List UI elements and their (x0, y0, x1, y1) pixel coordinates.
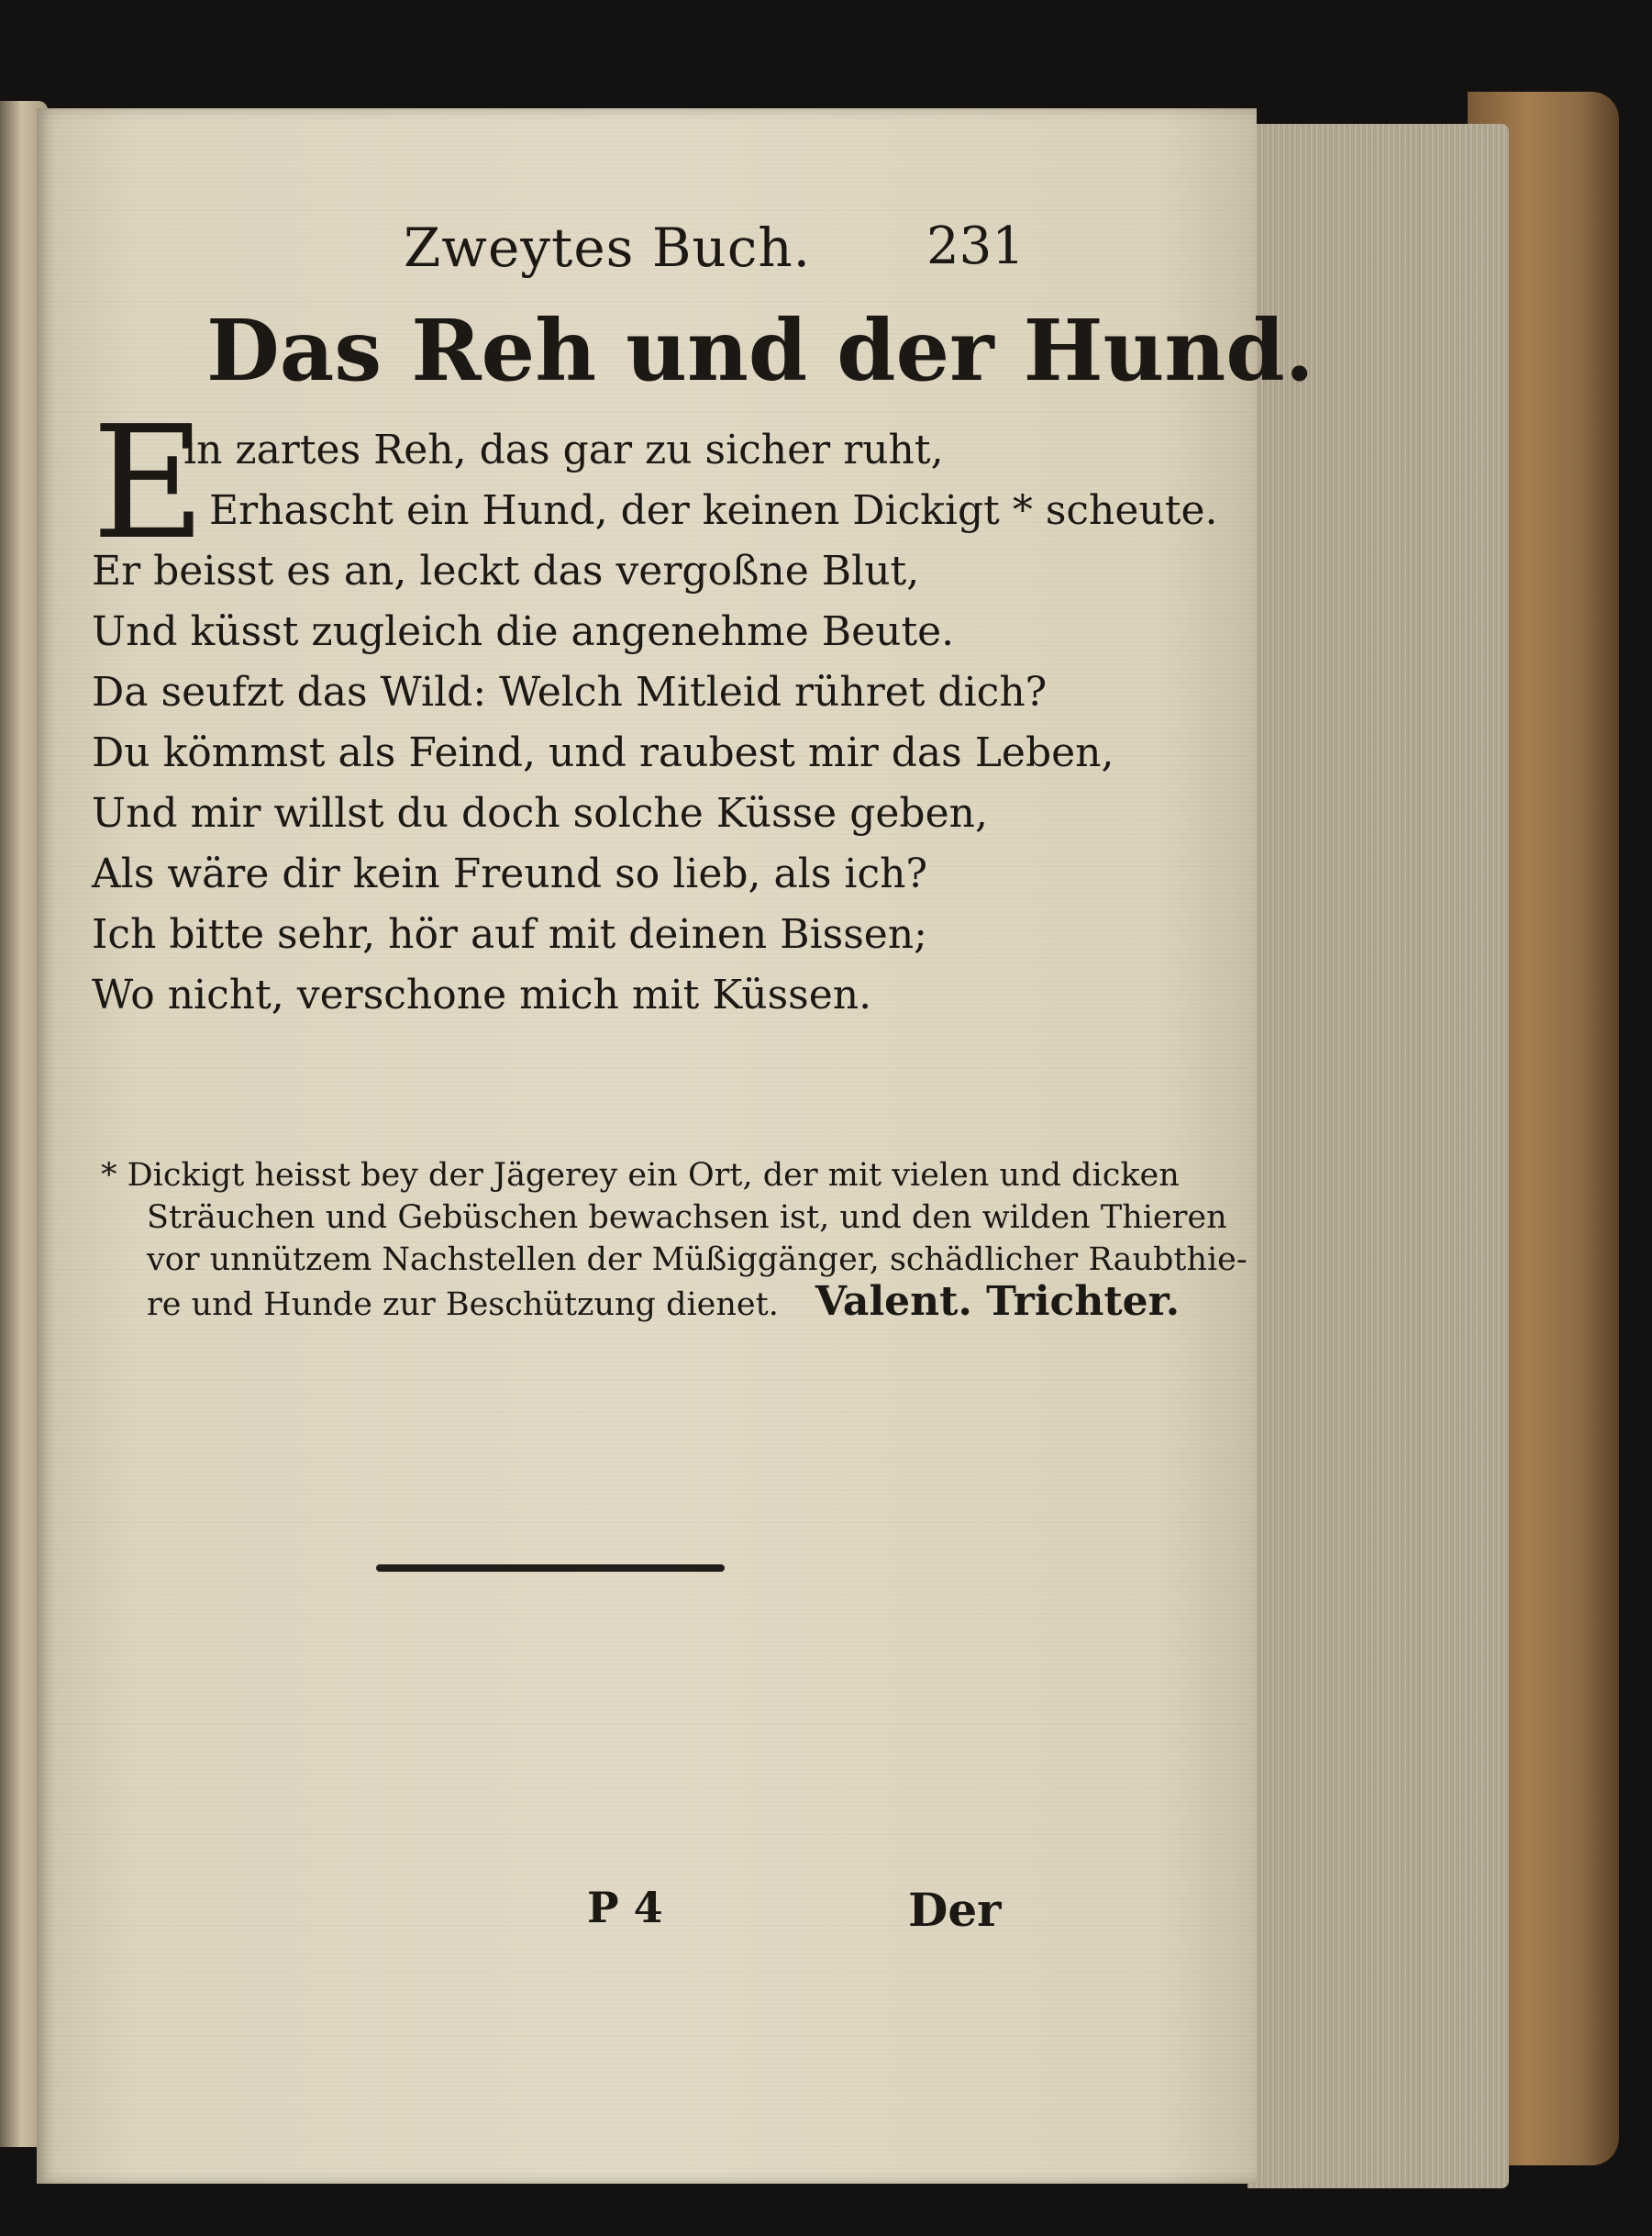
drop-cap: E (92, 393, 206, 574)
poem-line: Wo nicht, verschone mich mit Küssen. (92, 972, 872, 1018)
footnote-line: * Dickigt heisst bey der Jägerey ein Ort, der mit vielen und dicken (101, 1157, 1180, 1194)
poem-line: Du kömmst als Feind, und raubest mir das Leben, (92, 729, 1114, 776)
poem-body (92, 393, 1218, 1026)
footnote (101, 1154, 1247, 1325)
footnote-line-text: re und Hunde zur Beschützung dienet. (147, 1286, 779, 1323)
poem-line: Und mir willst du doch solche Küsse geben, (92, 790, 988, 837)
footnote-line: vor unnützem Nachstellen der Müßiggänger, schädlicher Raubthie- (147, 1241, 1247, 1278)
book-page (37, 108, 1314, 2184)
poem-line: Als wäre dir kein Freund so lieb, als ich? (92, 851, 928, 897)
poem-line: Erhascht ein Hund, der keinen Dickigt * scheute. (209, 487, 1218, 534)
page-block-edge (1247, 124, 1509, 2188)
poem-line: Da seufzt das Wild: Welch Mitleid rühret dich? (92, 669, 1048, 716)
poem-line: Ich bitte sehr, hör auf mit deinen Bissen; (92, 911, 928, 958)
poem-title: Das Reh und der Hund. (206, 301, 1314, 400)
poem-line: in zartes Reh, das gar zu sicher ruht, (183, 427, 944, 473)
signature-mark: P 4 (587, 1883, 663, 1932)
footnote-signature: Valent. Trichter. (815, 1278, 1181, 1325)
decorative-rule (376, 1564, 725, 1572)
running-title: Zweytes Buch. (404, 217, 812, 279)
poem-line: Und küsst zugleich die angenehme Beute. (92, 608, 955, 655)
footnote-line-last (101, 1278, 1181, 1325)
page-number: 231 (926, 217, 1025, 276)
catchword: Der (908, 1883, 1002, 1937)
footnote-line: Sträuchen und Gebüschen bewachsen ist, und den wilden Thieren (147, 1199, 1227, 1236)
poem-line: Er beisst es an, leckt das vergoßne Blut, (92, 548, 920, 595)
